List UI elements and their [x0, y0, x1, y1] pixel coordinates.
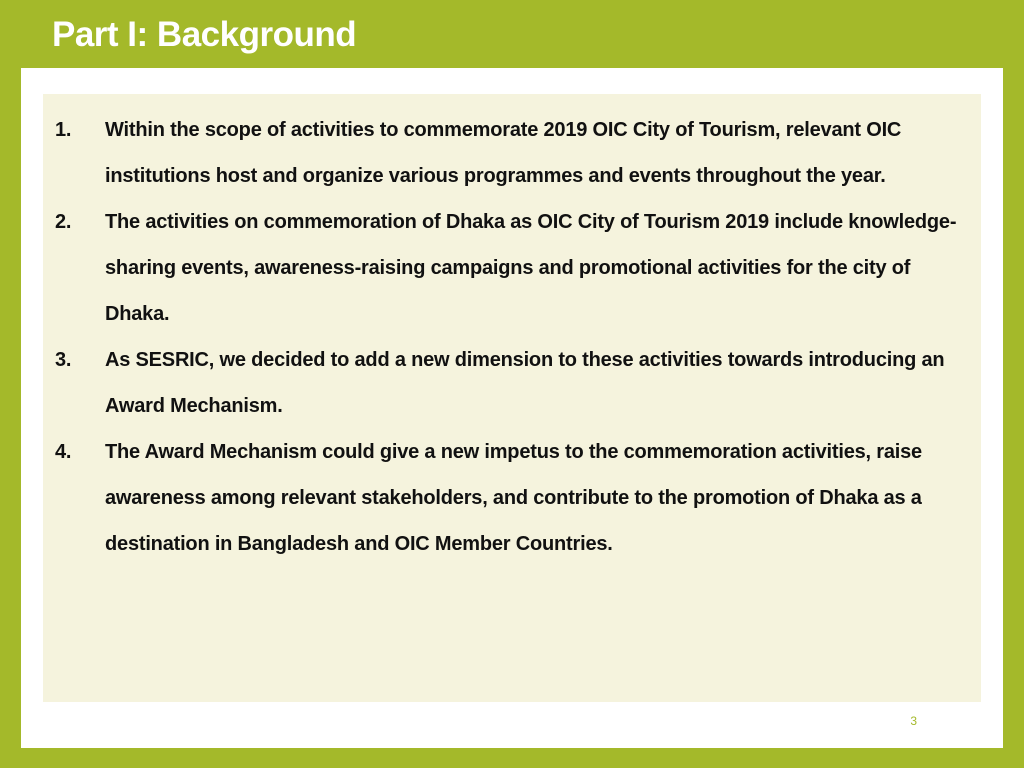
list-item-number: 3. [55, 349, 72, 371]
slide-title: Part I: Background [52, 15, 357, 54]
list-item-number: 1. [55, 119, 72, 141]
list-item-text: Within the scope of activities to commemorate 2019 OIC City of Tourism, relevant OIC institutions host and organize various programmes and events throughout the year. [105, 119, 902, 187]
list-item-text: The activities on commemoration of Dhaka as OIC City of Tourism 2019 include knowledge-sharing events, awareness-raising campaigns and promotional activities for the city of Dhaka. [105, 211, 957, 325]
list-item-number: 4. [55, 441, 72, 463]
list-item-text: As SESRIC, we decided to add a new dimension to these activities towards introducing an Award Mechanism. [105, 349, 945, 417]
point-list [55, 107, 975, 567]
page-number: 3 [910, 714, 917, 728]
content-panel [21, 68, 1003, 748]
list-item [55, 337, 975, 429]
text-box[interactable] [43, 94, 981, 702]
list-item [55, 107, 975, 199]
list-item-text: The Award Mechanism could give a new impetus to the commemoration activities, raise awareness among relevant stakeholders, and contribute to the promotion of Dhaka as a destination in Bangladesh and OIC Member Countries. [105, 441, 922, 555]
list-item-number: 2. [55, 211, 72, 233]
list-item [55, 199, 975, 337]
list-item [55, 429, 975, 567]
